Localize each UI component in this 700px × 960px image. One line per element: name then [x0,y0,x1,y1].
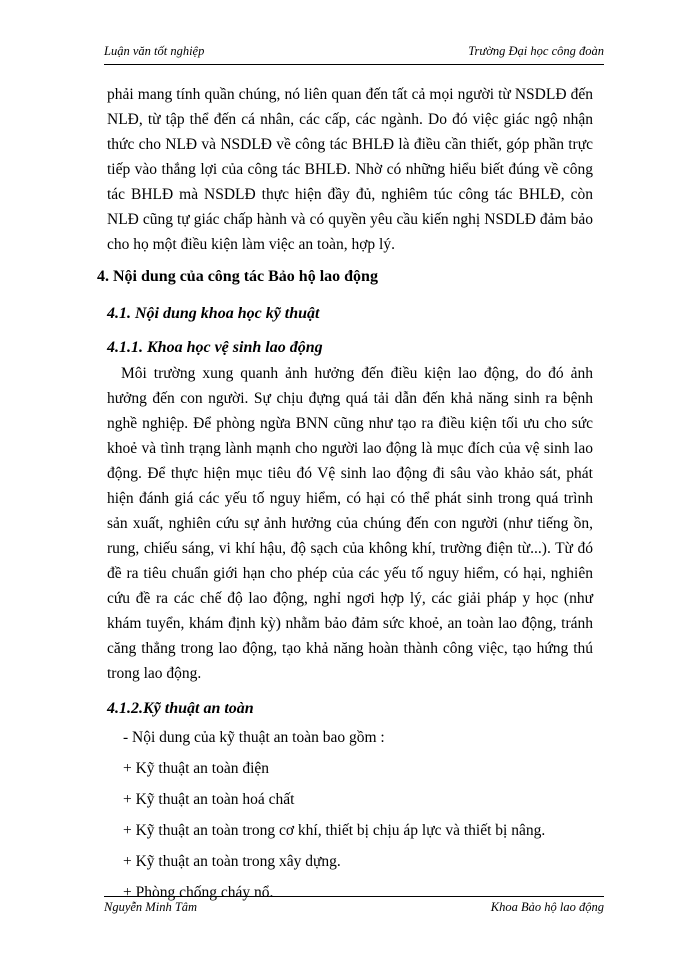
header-left-text: Luận văn tốt nghiệp [104,44,205,58]
page-footer [104,900,604,916]
list-item: + Kỹ thuật an toàn hoá chất [123,791,295,808]
list-item: + Kỹ thuật an toàn trong cơ khí, thiết bị chịu áp lực và thiết bị nâng. [123,822,546,839]
list-item: - Nội dung của kỹ thuật an toàn bao gồm : [123,729,385,746]
list-item: + Kỹ thuật an toàn điện [123,760,270,777]
intro-paragraph: phải mang tính quần chúng, nó liên quan đến tất cả mọi người từ NSDLĐ đến NLĐ, từ tập thể đến cá nhân, các cấp, các ngành. Do đó việc giác ngộ nhận thức cho NLĐ và NSDLĐ về công tác BHLĐ là điều cần thiết, góp phần trực tiếp vào thắng lợi của công tác BHLĐ. Nhờ có những hiểu biết đúng về công tác BHLĐ mà NSDLĐ thực hiện đầy đủ, nghiêm túc công tác BHLĐ, còn NLĐ cũng tự giác chấp hành và có quyền yêu cầu kiến nghị NSDLĐ đảm bảo cho họ một điều kiện làm việc an toàn, hợp lý. [107,86,593,253]
section-heading-4: 4. Nội dung của công tác Bảo hộ lao động [97,268,378,285]
section-heading-4-1-1: 4.1.1. Khoa học vệ sinh lao động [107,339,323,356]
footer-divider [104,896,604,897]
footer-right-text: Khoa Bảo hộ lao động [490,900,604,914]
safety-list [107,725,593,905]
header-divider [104,64,604,65]
header-right-text: Trường Đại học công đoàn [468,44,604,58]
page-header [104,44,604,60]
paragraph-4-1-1: Môi trường xung quanh ảnh hưởng đến điều kiện lao động, do đó ảnh hưởng đến con người. Sự chịu đựng quá tải dẫn đến khả năng sinh ra bệnh nghề nghiệp. Để phòng ngừa BNN cũng như tạo ra điều kiện tối ưu cho sức khoẻ và tình trạng lành mạnh cho người lao động là mục đích của vệ sinh lao động. Để thực hiện mục tiêu đó Vệ sinh lao động đi sâu vào khảo sát, phát hiện đánh giá các yếu tố nguy hiểm, có hại có thể phát sinh trong quá trình sản xuất, nghiên cứu sự ảnh hưởng của chúng đến con người (như tiếng ồn, rung, chiếu sáng, vi khí hậu, độ sạch của không khí, trường điện từ...). Từ đó đề ra tiêu chuẩn giới hạn cho phép của các yếu tố nguy hiểm, có hại, nghiên cứu đề ra các chế độ lao động, nghỉ ngơi hợp lý, các giải pháp y học (như khám tuyển, khám định kỳ) nhằm bảo đảm sức khoẻ, an toàn lao động, tránh căng thẳng trong lao động, tạo khả năng hoàn thành công việc, tạo hứng thú trong lao động. [107,365,593,682]
section-heading-4-1-2: 4.1.2.Kỹ thuật an toàn [107,700,254,717]
page-content [97,82,593,911]
list-item: + Phòng chống cháy nổ. [123,884,274,901]
section-heading-4-1: 4.1. Nội dung khoa học kỹ thuật [107,305,320,322]
footer-left-text: Nguyễn Minh Tâm [104,900,198,914]
list-item: + Kỹ thuật an toàn trong xây dựng. [123,853,341,870]
